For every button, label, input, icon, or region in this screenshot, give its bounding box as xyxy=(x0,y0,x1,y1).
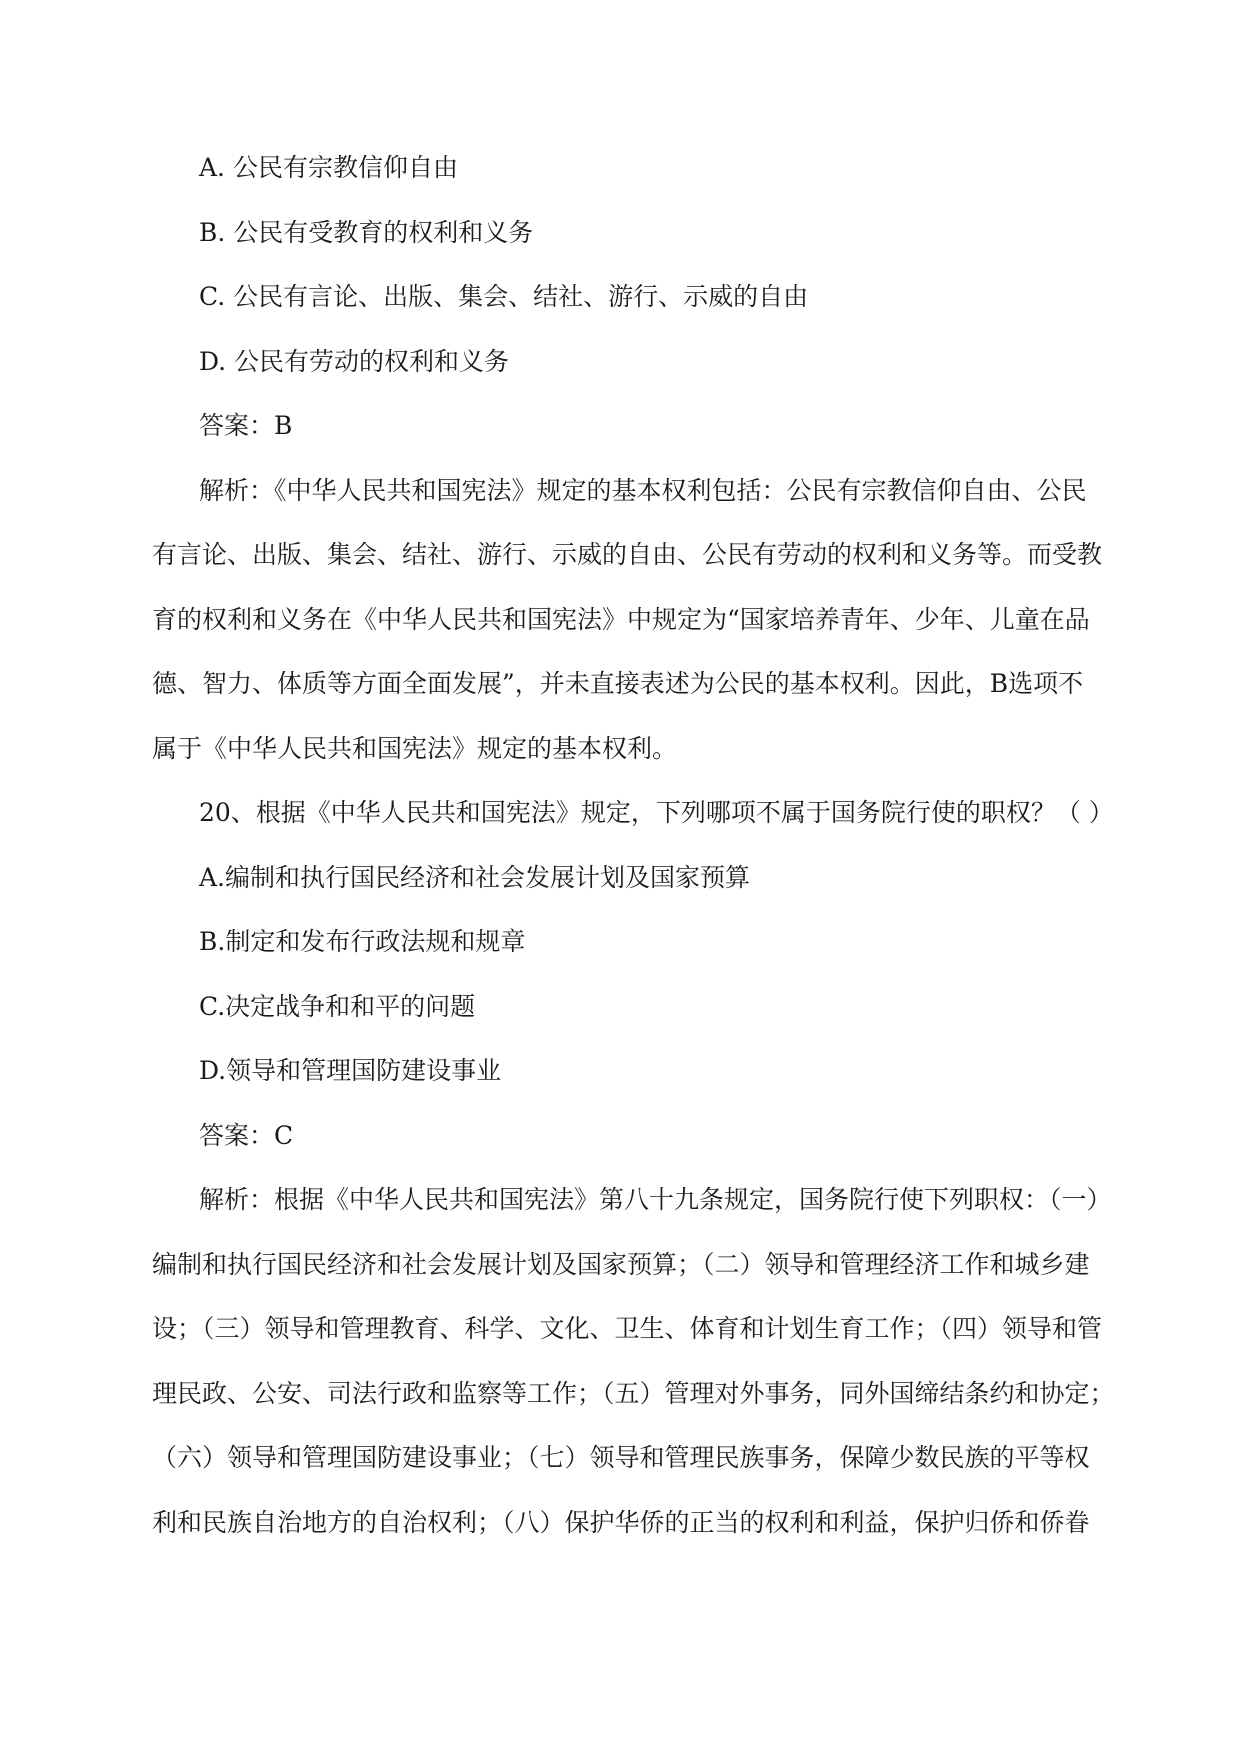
q20-option-a: A.编制和执行国民经济和社会发展计划及国家预算 xyxy=(199,862,751,892)
q19-option-a: A. 公民有宗教信仰自由 xyxy=(199,153,458,182)
q20-analysis-line: 解析：根据《中华人民共和国宪法》第八十九条规定，国务院行使下列职权：（一） xyxy=(199,1185,1112,1214)
q20-analysis-line: 理民政、公安、司法行政和监察等工作；（五）管理对外事务，同外国缔结条约和协定； xyxy=(152,1378,1115,1408)
q19-analysis xyxy=(152,459,1112,782)
q20-option-d: D.领导和管理国防建设事业 xyxy=(199,1056,502,1085)
document-body xyxy=(152,136,1115,1555)
q20-analysis-line: 利和民族自治地方的自治权利；（八）保护华侨的正当的权利和利益，保护归侨和侨眷 xyxy=(152,1507,1090,1537)
q19-analysis-line: 解析：《中华人民共和国宪法》规定的基本权利包括：公民有宗教信仰自由、公民 xyxy=(199,475,1087,505)
q19-option-b: B. 公民有受教育的权利和义务 xyxy=(199,217,534,247)
q20-option-b: B.制定和发布行政法规和规章 xyxy=(199,927,526,956)
q19-answer: 答案：B xyxy=(199,411,293,440)
q20-answer: 答案：C xyxy=(199,1120,294,1150)
q20-option-c: C.决定战争和和平的问题 xyxy=(199,991,476,1021)
q19-option-c: C. 公民有言论、出版、集会、结社、游行、示威的自由 xyxy=(199,282,809,311)
q20-analysis-line: 设；（三）领导和管理教育、科学、文化、卫生、体育和计划生育工作；（四）领导和管 xyxy=(152,1314,1103,1343)
q19-analysis-line: 属于《中华人民共和国宪法》规定的基本权利。 xyxy=(152,733,678,763)
q20-analysis-line: 编制和执行国民经济和社会发展计划及国家预算；（二）领导和管理经济工作和城乡建 xyxy=(152,1249,1090,1279)
q19-analysis-line: 德、智力、体质等方面全面发展”，并未直接表述为公民的基本权利。因此，B选项不 xyxy=(152,669,1084,698)
q19-option-d: D. 公民有劳动的权利和义务 xyxy=(199,346,510,376)
q19-analysis-line: 有言论、出版、集会、结社、游行、示威的自由、公民有劳动的权利和义务等。而受教 xyxy=(152,540,1103,569)
q20-question: 20、根据《中华人民共和国宪法》规定，下列哪项不属于国务院行使的职权？（ ） xyxy=(199,798,1114,827)
q20-analysis xyxy=(152,1168,1115,1555)
q19-analysis-line: 育的权利和义务在《中华人民共和国宪法》中规定为“国家培养青年、少年、儿童在品 xyxy=(152,604,1090,634)
q20-analysis-line: （六）领导和管理国防建设事业；（七）领导和管理民族事务，保障少数民族的平等权 xyxy=(152,1443,1090,1472)
